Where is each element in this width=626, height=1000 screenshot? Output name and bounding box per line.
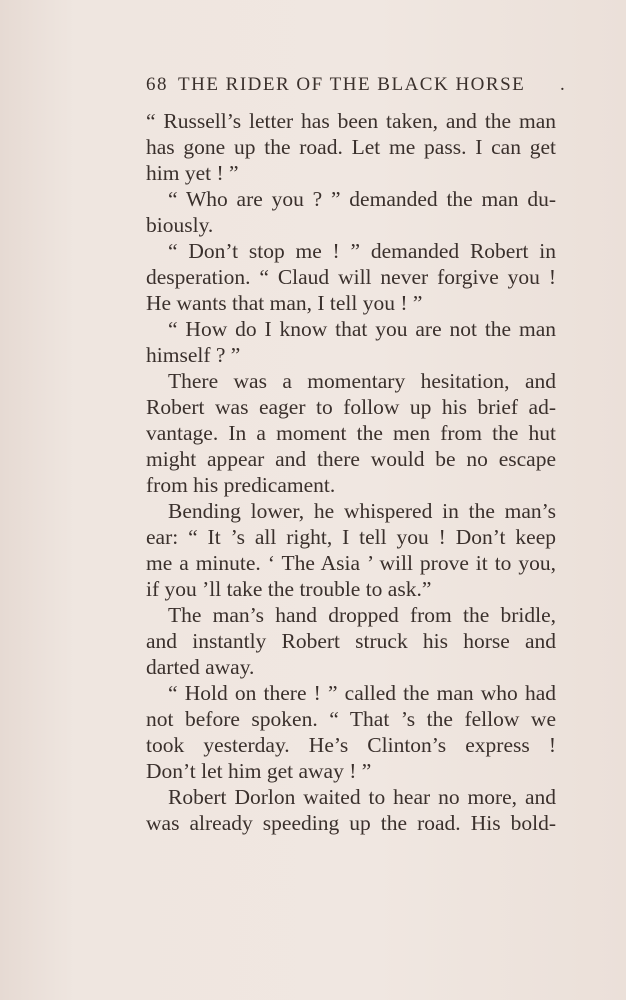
text-line: him yet ! ” (146, 161, 239, 185)
text-line: took yesterday. He’s Clinton’s express ! (146, 733, 556, 757)
text-line: “ Who are you ? ” demanded the man du- (168, 187, 556, 211)
text-line: “ Russell’s letter has been taken, and the man (146, 109, 556, 133)
text-line: There was a momentary hesitation, and (168, 369, 556, 393)
text-line: Bending lower, he whispered in the man’s (168, 499, 556, 523)
text-line: himself ? ” (146, 343, 241, 367)
text-line: desperation. “ Claud will never forgive you ! (146, 265, 556, 289)
text-line: has gone up the road. Let me pass. I can get (146, 135, 556, 159)
text-line: “ How do I know that you are not the man (168, 317, 556, 341)
text-line: The man’s hand dropped from the bridle, (168, 603, 556, 627)
text-line: He wants that man, I tell you ! ” (146, 291, 423, 315)
text-line: Robert was eager to follow up his brief ad- (146, 395, 556, 419)
text-line: “ Don’t stop me ! ” demanded Robert in (168, 239, 556, 263)
text-line: not before spoken. “ That ’s the fellow we (146, 707, 556, 731)
body-text (146, 108, 556, 836)
text-line: might appear and there would be no escape (146, 447, 556, 471)
text-line: darted away. (146, 655, 255, 679)
text-line: biously. (146, 213, 214, 237)
header-mark: . (560, 74, 567, 95)
text-line: Don’t let him get away ! ” (146, 759, 372, 783)
text-line: vantage. In a moment the men from the hut (146, 421, 556, 445)
text-line: and instantly Robert struck his horse and (146, 629, 556, 653)
text-line: ear: “ It ’s all right, I tell you ! Don’t keep (146, 525, 556, 549)
running-header (146, 74, 566, 96)
text-line: if you ’ll take the trouble to ask.” (146, 577, 432, 601)
text-line: Robert Dorlon waited to hear no more, and (168, 785, 556, 809)
text-line: was already speeding up the road. His bold- (146, 811, 556, 835)
text-line: from his predicament. (146, 473, 336, 497)
text-line: “ Hold on there ! ” called the man who had (168, 681, 556, 705)
running-title: THE RIDER OF THE BLACK HORSE (178, 74, 526, 95)
page-number: 68 (146, 74, 168, 95)
text-line: me a minute. ‘ The Asia ’ will prove it to you, (146, 551, 556, 575)
